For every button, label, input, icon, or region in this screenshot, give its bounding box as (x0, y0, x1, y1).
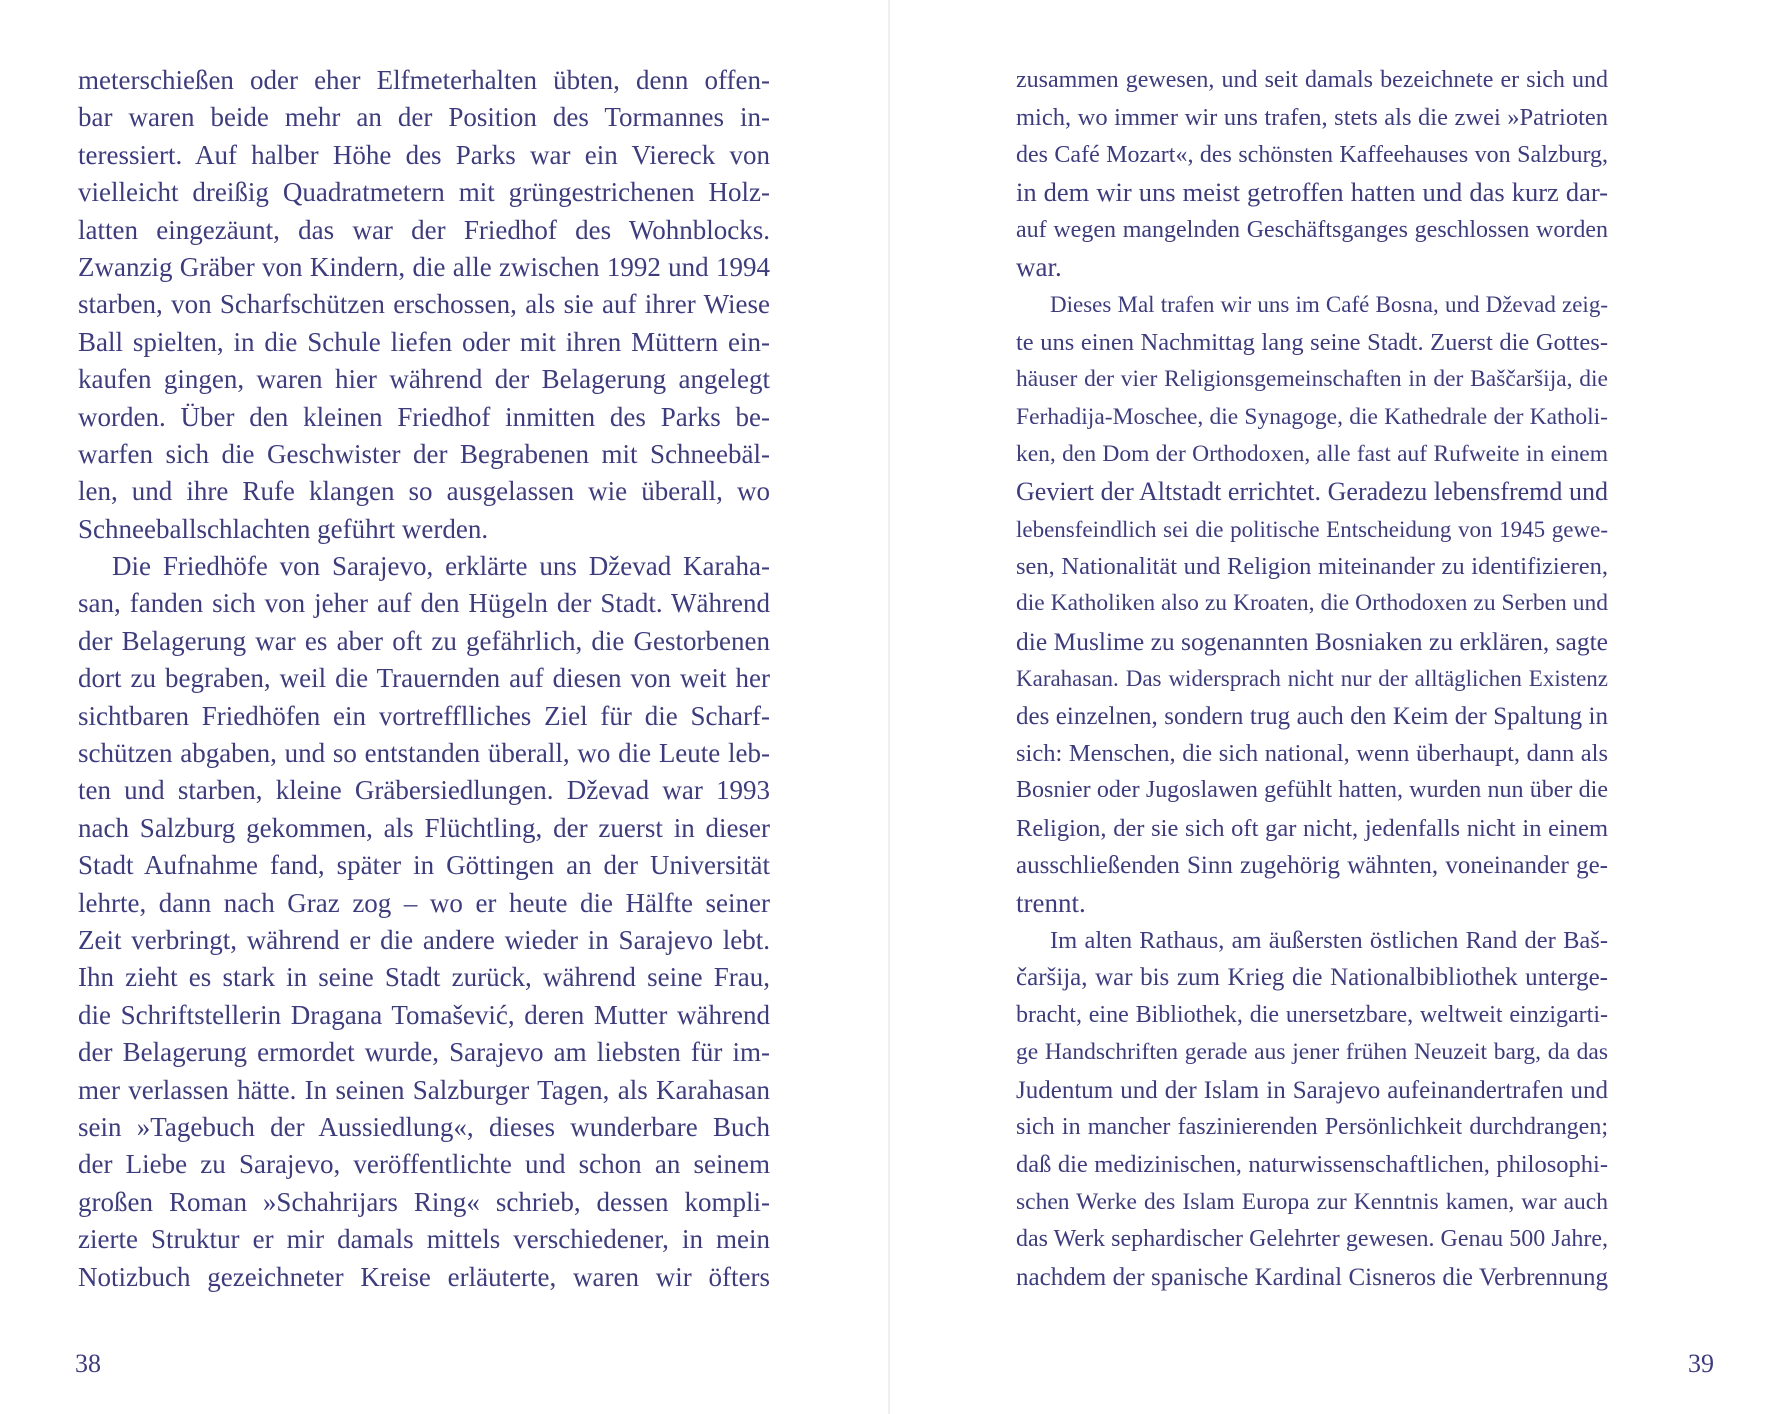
text-line: latten eingezäunt, das war der Friedhof des Wohnblocks. (78, 214, 770, 245)
text-line: auf wegen mangelnden Geschäftsganges geschlossen worden (1016, 216, 1608, 243)
text-line: sein »Tagebuch der Aussiedlung«, dieses wunderbare Buch (78, 1111, 770, 1142)
text-line: trennt. (1016, 887, 1086, 918)
text-line: sichtbaren Friedhöfen ein vortrefflliches Ziel für die Scharf- (78, 700, 770, 731)
text-line: der Belagerung war es aber oft zu gefährlich, die Gestorbenen (78, 625, 770, 656)
text-line: die Muslime zu sogenannten Bosniaken zu erklären, sagte (1016, 626, 1608, 656)
text-line: Religion, der sie sich oft gar nicht, jedenfalls nicht in einem (1016, 814, 1608, 842)
text-line: ge Handschriften gerade aus jener frühen Neuzeit barg, da das (1016, 1039, 1608, 1066)
text-line: der Belagerung ermordet wurde, Sarajevo am liebsten für im- (78, 1037, 770, 1068)
text-line: ken, den Dom der Orthodoxen, alle fast auf Rufweite in einem (1016, 440, 1608, 467)
text-line: Schneeballschlachten geführt werden. (78, 513, 489, 544)
text-line: Ferhadija-Moschee, die Synagoge, die Kathedrale der Katholi- (1016, 403, 1608, 430)
text-line: Judentum und der Islam in Sarajevo aufeinandertrafen und (1016, 1076, 1608, 1104)
text-line: kaufen gingen, waren hier während der Belagerung angelegt (78, 364, 770, 395)
text-line: zusammen gewesen, und seit damals bezeichnete er sich und (1016, 67, 1608, 93)
text-line: ausschließenden Sinn zugehörig wähnten, voneinander ge- (1016, 852, 1608, 880)
text-line: nach Salzburg gekommen, als Flüchtling, der zuerst in dieser (78, 812, 770, 843)
text-line: Im alten Rathaus, am äußersten östlichen Rand der Baš- (1050, 926, 1608, 954)
text-line: te uns einen Nachmittag lang seine Stadt. Zuerst die Gottes- (1016, 328, 1608, 356)
left-page-number: 38 (75, 1349, 101, 1378)
text-line: die Katholiken also zu Kroaten, die Orthodoxen zu Serben und (1016, 590, 1608, 617)
text-line: bracht, eine Bibliothek, die unersetzbare, weltweit einzigarti- (1016, 1001, 1608, 1028)
right-page (890, 0, 1782, 1414)
text-line: des einzelnen, sondern trug auch den Keim der Spaltung in (1016, 702, 1608, 730)
text-line: nachdem der spanische Kardinal Cisneros die Verbrennung (1016, 1263, 1608, 1291)
text-line: großen Roman »Schahrijars Ring« schrieb, dessen kompli- (78, 1186, 770, 1217)
text-line: teressiert. Auf halber Höhe des Parks war ein Viereck von (78, 139, 770, 170)
text-line: Dieses Mal trafen wir uns im Café Bosna, und Dževad zeig- (1050, 292, 1608, 318)
text-line: worden. Über den kleinen Friedhof inmitten des Parks be- (78, 401, 770, 432)
text-line: sich: Menschen, die sich national, wenn überhaupt, dann als (1016, 740, 1608, 768)
text-line: der Liebe zu Sarajevo, veröffentlichte und schon an seinem (78, 1149, 770, 1180)
text-line: san, fanden sich von jeher auf den Hügeln der Stadt. Während (78, 588, 770, 619)
text-line: Notizbuch gezeichneter Kreise erläuterte, waren wir öfters (78, 1261, 770, 1292)
text-line: sen, Nationalität und Religion miteinander zu identifizieren, (1016, 553, 1608, 581)
text-line: Zwanzig Gräber von Kindern, die alle zwischen 1992 und 1994 (78, 251, 770, 282)
text-line: Ihn zieht es stark in seine Stadt zurück, während seine Frau, (78, 962, 770, 993)
left-page-text (78, 62, 770, 1296)
text-line: war. (1016, 251, 1062, 282)
text-line: lebensfeindlich sei die politische Entscheidung von 1945 gewe- (1016, 516, 1608, 542)
text-line: Ball spielten, in die Schule liefen oder mit ihren Müttern ein- (78, 326, 770, 357)
text-line: Zeit verbringt, während er die andere wieder in Sarajevo lebt. (78, 924, 770, 955)
text-line: mer verlassen hätte. In seinen Salzburger Tagen, als Karahasan (78, 1074, 770, 1105)
text-line: schützen abgaben, und so entstanden überall, wo die Leute leb- (78, 738, 770, 769)
text-line: lehrte, dann nach Graz zog – wo er heute die Hälfte seiner (78, 887, 770, 918)
text-line: ten und starben, kleine Gräbersiedlungen. Dževad war 1993 (78, 775, 770, 806)
text-line: mich, wo immer wir uns trafen, stets als die zwei »Patrioten (1016, 104, 1608, 132)
text-line: meterschießen oder eher Elfmeterhalten übten, denn offen- (78, 65, 770, 95)
text-line: Bosnier oder Jugoslawen gefühlt hatten, wurden nun über die (1016, 777, 1608, 804)
left-page (0, 0, 890, 1414)
text-line: die Schriftstellerin Dragana Tomašević, deren Mutter während (78, 999, 770, 1030)
text-line: des Café Mozart«, des schönsten Kaffeehauses von Salzburg, (1016, 141, 1608, 168)
text-line: daß die medizinischen, naturwissenschaftlichen, philosophi- (1016, 1151, 1608, 1179)
text-line: Karahasan. Das widersprach nicht nur der alltäglichen Existenz (1016, 666, 1608, 692)
text-line: Stadt Aufnahme fand, später in Göttingen an der Universität (78, 850, 770, 881)
text-line: sich in mancher faszinierenden Persönlichkeit durchdrangen; (1016, 1113, 1608, 1140)
text-line: schen Werke des Islam Europa zur Kenntnis kamen, war auch (1016, 1188, 1608, 1215)
text-line: vielleicht dreißig Quadratmetern mit grüngestrichenen Holz- (78, 177, 770, 208)
text-line: das Werk sephardischer Gelehrter gewesen. Genau 500 Jahre, (1016, 1226, 1608, 1253)
text-line: dort zu begraben, weil die Trauernden auf diesen von weit her (78, 663, 770, 694)
text-line: starben, von Scharfschützen erschossen, als sie auf ihrer Wiese (78, 289, 770, 320)
text-line: zierte Struktur er mir damals mittels verschiedener, in mein (78, 1224, 770, 1255)
text-line: warfen sich die Geschwister der Begrabenen mit Schneebäl- (78, 438, 770, 469)
text-line: Die Friedhöfe von Sarajevo, erklärte uns Dževad Karaha- (112, 551, 770, 582)
right-page-text (1016, 62, 1608, 1296)
text-line: bar waren beide mehr an der Position des Tormannes in- (78, 102, 770, 133)
right-page-number: 39 (1688, 1349, 1714, 1378)
text-line: in dem wir uns meist getroffen hatten und das kurz dar- (1016, 177, 1608, 208)
text-line: len, und ihre Rufe klangen so ausgelassen wie überall, wo (78, 476, 770, 507)
text-line: Geviert der Altstadt errichtet. Geradezu lebensfremd und (1016, 477, 1608, 507)
text-line: čaršija, war bis zum Krieg die Nationalbibliothek unterge- (1016, 964, 1608, 992)
text-line: häuser der vier Religionsgemeinschaften in der Baščaršija, die (1016, 366, 1608, 393)
